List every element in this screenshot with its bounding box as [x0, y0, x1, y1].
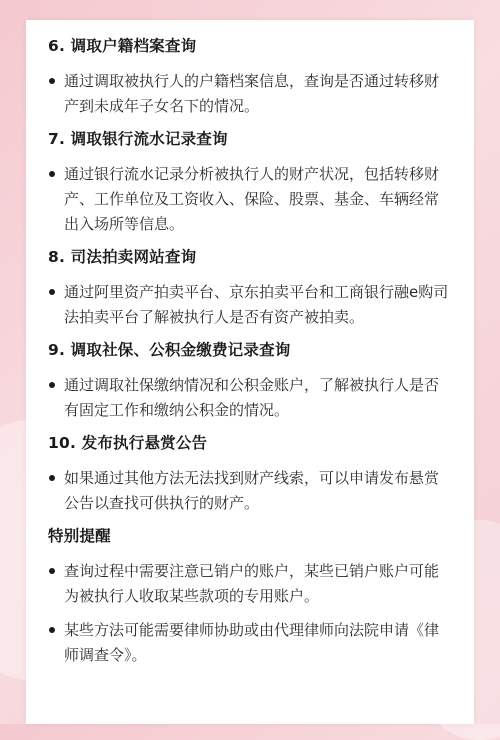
- bullet-icon: [49, 289, 55, 295]
- list-item-text: 某些方法可能需要律师协助或由代理律师向法院申请《律师调查令》。: [64, 621, 440, 664]
- list-item: [48, 466, 452, 516]
- list-item-text: 通过银行流水记录分析被执行人的财产状况，包括转移财产、工作单位及工资收入、保险、股票、基金、车辆经常出入场所等信息。: [64, 165, 440, 233]
- list-item: [48, 69, 452, 119]
- section-heading: 9. 调取社保、公积金缴费记录查询: [48, 341, 291, 359]
- list-item-text: 如果通过其他方法无法找到财产线索，可以申请发布悬赏公告以查找可供执行的财产。: [64, 469, 440, 512]
- list-item-text: 查询过程中需要注意已销户的账户，某些已销户账户可能为被执行人收取某些款项的专用账户。: [64, 562, 440, 605]
- list-item: [48, 280, 452, 330]
- list-item-text: 通过阿里资产拍卖平台、京东拍卖平台和工商银行融e购司法拍卖平台了解被执行人是否有资产被拍卖。: [64, 283, 449, 326]
- section-special-reminder: [48, 525, 452, 668]
- list-item: [48, 162, 452, 237]
- content-card: [26, 20, 474, 724]
- list-item-text: 通过调取社保缴纳情况和公积金账户，了解被执行人是否有固定工作和缴纳公积金的情况。: [64, 376, 440, 419]
- bullet-icon: [49, 627, 55, 633]
- bullet-icon: [49, 568, 55, 574]
- section-heading: 特别提醒: [48, 527, 111, 545]
- section-household-records: [48, 35, 452, 119]
- list-item-text: 通过调取被执行人的户籍档案信息，查询是否通过转移财产到未成年子女名下的情况。: [64, 72, 440, 115]
- section-social-security: [48, 339, 452, 423]
- bullet-icon: [49, 171, 55, 177]
- list-item: [48, 373, 452, 423]
- section-judicial-auction: [48, 246, 452, 330]
- list-item: [48, 618, 452, 668]
- bullet-icon: [49, 475, 55, 481]
- bullet-icon: [49, 382, 55, 388]
- section-heading: 8. 司法拍卖网站查询: [48, 248, 197, 266]
- list-item: [48, 559, 452, 609]
- section-heading: 10. 发布执行悬赏公告: [48, 434, 208, 452]
- bullet-icon: [49, 78, 55, 84]
- section-bank-records: [48, 128, 452, 237]
- section-heading: 7. 调取银行流水记录查询: [48, 130, 228, 148]
- section-reward-notice: [48, 432, 452, 516]
- section-heading: 6. 调取户籍档案查询: [48, 37, 197, 55]
